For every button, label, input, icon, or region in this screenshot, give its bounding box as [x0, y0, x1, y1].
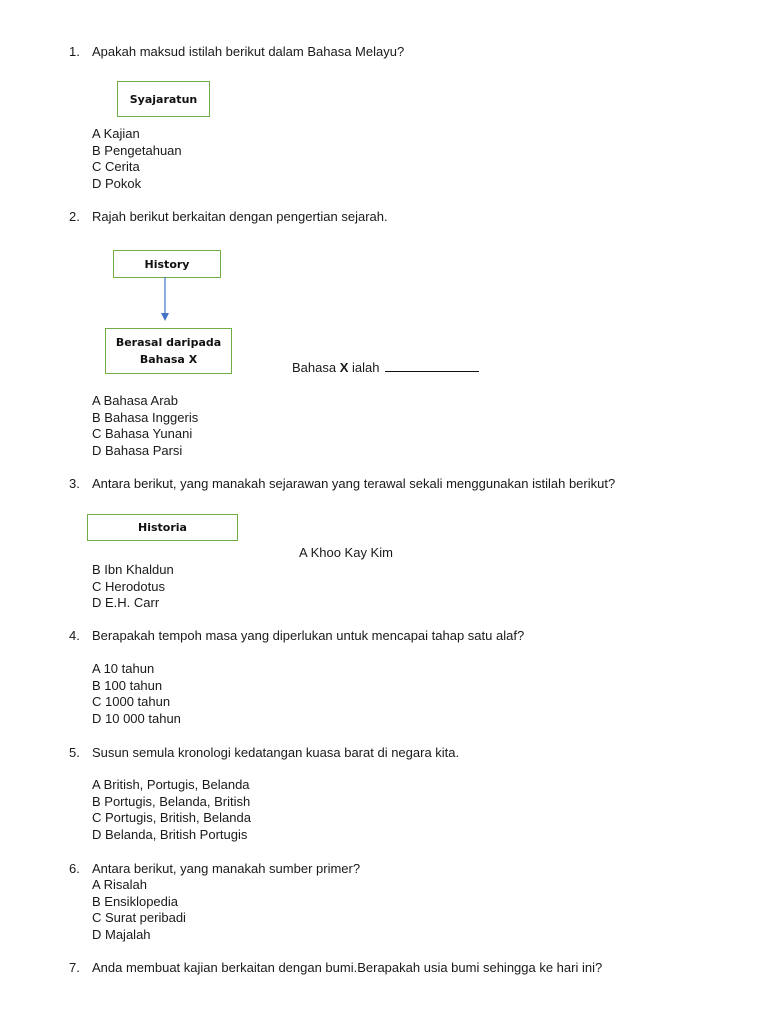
question-7-text: Anda membuat kajian berkaitan dengan bumi.Berapakah usia bumi sehingga ke hari ini? [92, 960, 603, 975]
q6-option-b[interactable]: B Ensiklopedia [92, 893, 178, 909]
question-2-text: Rajah berikut berkaitan dengan pengertian sejarah. [92, 209, 388, 224]
q2-option-b[interactable]: B Bahasa Inggeris [92, 409, 199, 425]
q2-option-c[interactable]: C Bahasa Yunani [92, 426, 193, 442]
answer-blank-line [385, 359, 479, 372]
q1-option-c[interactable]: C Cerita [92, 159, 140, 175]
q4-option-d[interactable]: D 10 000 tahun [92, 710, 181, 726]
q5-option-a[interactable]: A British, Portugis, Belanda [92, 777, 250, 792]
question-4-number: 4. [69, 628, 80, 643]
question-3-number: 3. [69, 476, 80, 491]
question-3-term-box: Historia [87, 514, 238, 541]
q3-option-a[interactable]: A Khoo Kay Kim [299, 545, 393, 560]
q6-option-a[interactable]: A Risalah [92, 877, 147, 892]
q5-option-c[interactable]: C Portugis, British, Belanda [92, 810, 251, 826]
prompt-text-after: ialah [348, 360, 380, 375]
q1-option-d[interactable]: D Pokok [92, 175, 142, 191]
q2-option-a[interactable]: A Bahasa Arab [92, 393, 179, 408]
question-6-text: Antara berikut, yang manakah sumber primer? [92, 861, 361, 876]
q1-option-b[interactable]: B Pengetahuan [92, 142, 182, 158]
question-2-number: 2. [69, 209, 80, 224]
question-5-number: 5. [69, 745, 80, 760]
question-7-number: 7. [69, 960, 80, 975]
question-5-text: Susun semula kronologi kedatangan kuasa barat di negara kita. [92, 745, 460, 760]
prompt-variable: X [339, 360, 349, 375]
question-3-text: Antara berikut, yang manakah sejarawan yang terawal sekali menggunakan istilah berikut? [92, 476, 616, 491]
question-1-text: Apakah maksud istilah berikut dalam Bahasa Melayu? [92, 44, 405, 59]
q3-option-b[interactable]: B Ibn Khaldun [92, 562, 174, 577]
q4-option-b[interactable]: B 100 tahun [92, 677, 163, 693]
question-2-prompt [292, 359, 479, 376]
q5-option-d[interactable]: D Belanda, British Portugis [92, 826, 248, 842]
q3-option-c[interactable]: C Herodotus [92, 578, 165, 594]
question-1-term-box: Syajaratun [117, 81, 210, 117]
question-6-number: 6. [69, 861, 80, 876]
q2-option-d[interactable]: D Bahasa Parsi [92, 442, 183, 458]
q4-option-c[interactable]: C 1000 tahun [92, 694, 171, 710]
prompt-text-before: Bahasa [292, 360, 340, 375]
question-4-text: Berapakah tempoh masa yang diperlukan untuk mencapai tahap satu alaf? [92, 628, 525, 643]
question-2-history-box: History [113, 250, 221, 278]
q6-option-c[interactable]: C Surat peribadi [92, 910, 186, 926]
q5-option-b[interactable]: B Portugis, Belanda, British [92, 793, 251, 809]
q1-option-a[interactable]: A Kajian [92, 126, 140, 141]
down-arrow-icon [160, 277, 172, 323]
q3-option-d[interactable]: D E.H. Carr [92, 595, 160, 611]
q6-option-d[interactable]: D Majalah [92, 926, 151, 942]
question-1-number: 1. [69, 44, 80, 59]
question-2-origin-box: Berasal daripada Bahasa X [105, 328, 232, 374]
q4-option-a[interactable]: A 10 tahun [92, 661, 155, 676]
